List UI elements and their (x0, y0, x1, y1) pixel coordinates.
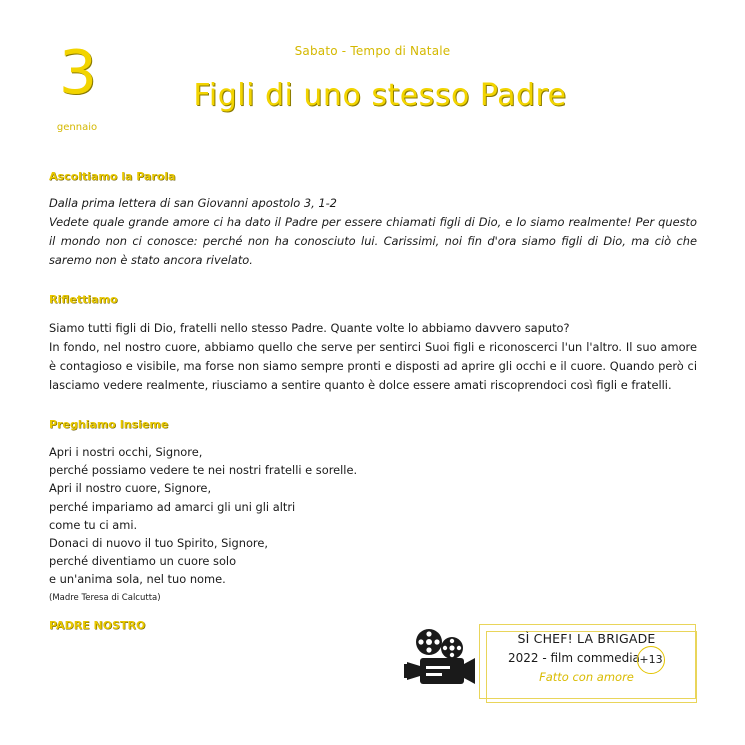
closing-heading: PADRE NOSTRO (49, 619, 146, 632)
page-subtitle: Sabato - Tempo di Natale (294, 44, 451, 58)
prayer-line: come tu ci ami. (49, 517, 138, 532)
prayer-line: e un'anima sola, nel tuo nome. (49, 572, 226, 587)
date-month: gennaio (56, 122, 98, 133)
reflect-heading: Riflettiamo (49, 293, 118, 306)
prayer-line: perché possiamo vedere te nei nostri fratelli e sorelle. (49, 463, 358, 478)
prayer-line: Donaci di nuovo il tuo Spirito, Signore, (49, 536, 268, 551)
listen-heading: Ascoltiamo la Parola (49, 170, 176, 183)
listen-source: Dalla prima lettera di san Giovanni apostolo 3, 1-2 (49, 196, 337, 210)
pray-heading: Preghiamo Insieme (49, 418, 169, 431)
prayer-line: Apri i nostri occhi, Signore, (49, 445, 203, 459)
film-note: Fatto con amore (539, 670, 634, 684)
prayer-line: perché impariamo ad amarci gli uni gli altri (49, 499, 296, 514)
age-rating-badge: +13 (637, 646, 665, 674)
date-day: 3 (58, 38, 98, 108)
prayer-line: perché diventiamo un cuore solo (49, 554, 237, 569)
page-title: Figli di uno stesso Padre (193, 78, 567, 113)
reflect-paragraph: In fondo, nel nostro cuore, abbiamo quello che serve per sentirci Suoi figli e riconoscerci l'un l'altro. Il suo amore è contagioso e visibile, ma forse non siamo sempre pronti e disposti ad aprire gli occhi e il cuore. Quando però ci lasciamo vedere realmente, riusciamo a sentire quanto è dolce essere amati riscoprendoci così figli e fratelli. (49, 340, 697, 392)
film-title: SÌ CHEF! LA BRIGADE (517, 631, 656, 646)
prayer-line: Apri il nostro cuore, Signore, (49, 481, 212, 496)
film-info: 2022 - film commedia (508, 651, 640, 665)
film-camera-icon (404, 626, 476, 694)
reflect-line: Siamo tutti figli di Dio, fratelli nello stesso Padre. Quante volte lo abbiamo davvero saputo? (49, 321, 570, 335)
listen-text: Vedete quale grande amore ci ha dato il Padre per essere chiamati figli di Dio, e lo siamo realmente! Per questo il mondo non ci conosce: perché non ha conosciuto lui. Carissimi, noi fin d'ora siamo figli di Dio, ma ciò che saremo non è stato ancora rivelato. (49, 215, 697, 267)
prayer-text (49, 443, 697, 607)
prayer-credit: (Madre Teresa di Calcutta) (49, 592, 161, 603)
